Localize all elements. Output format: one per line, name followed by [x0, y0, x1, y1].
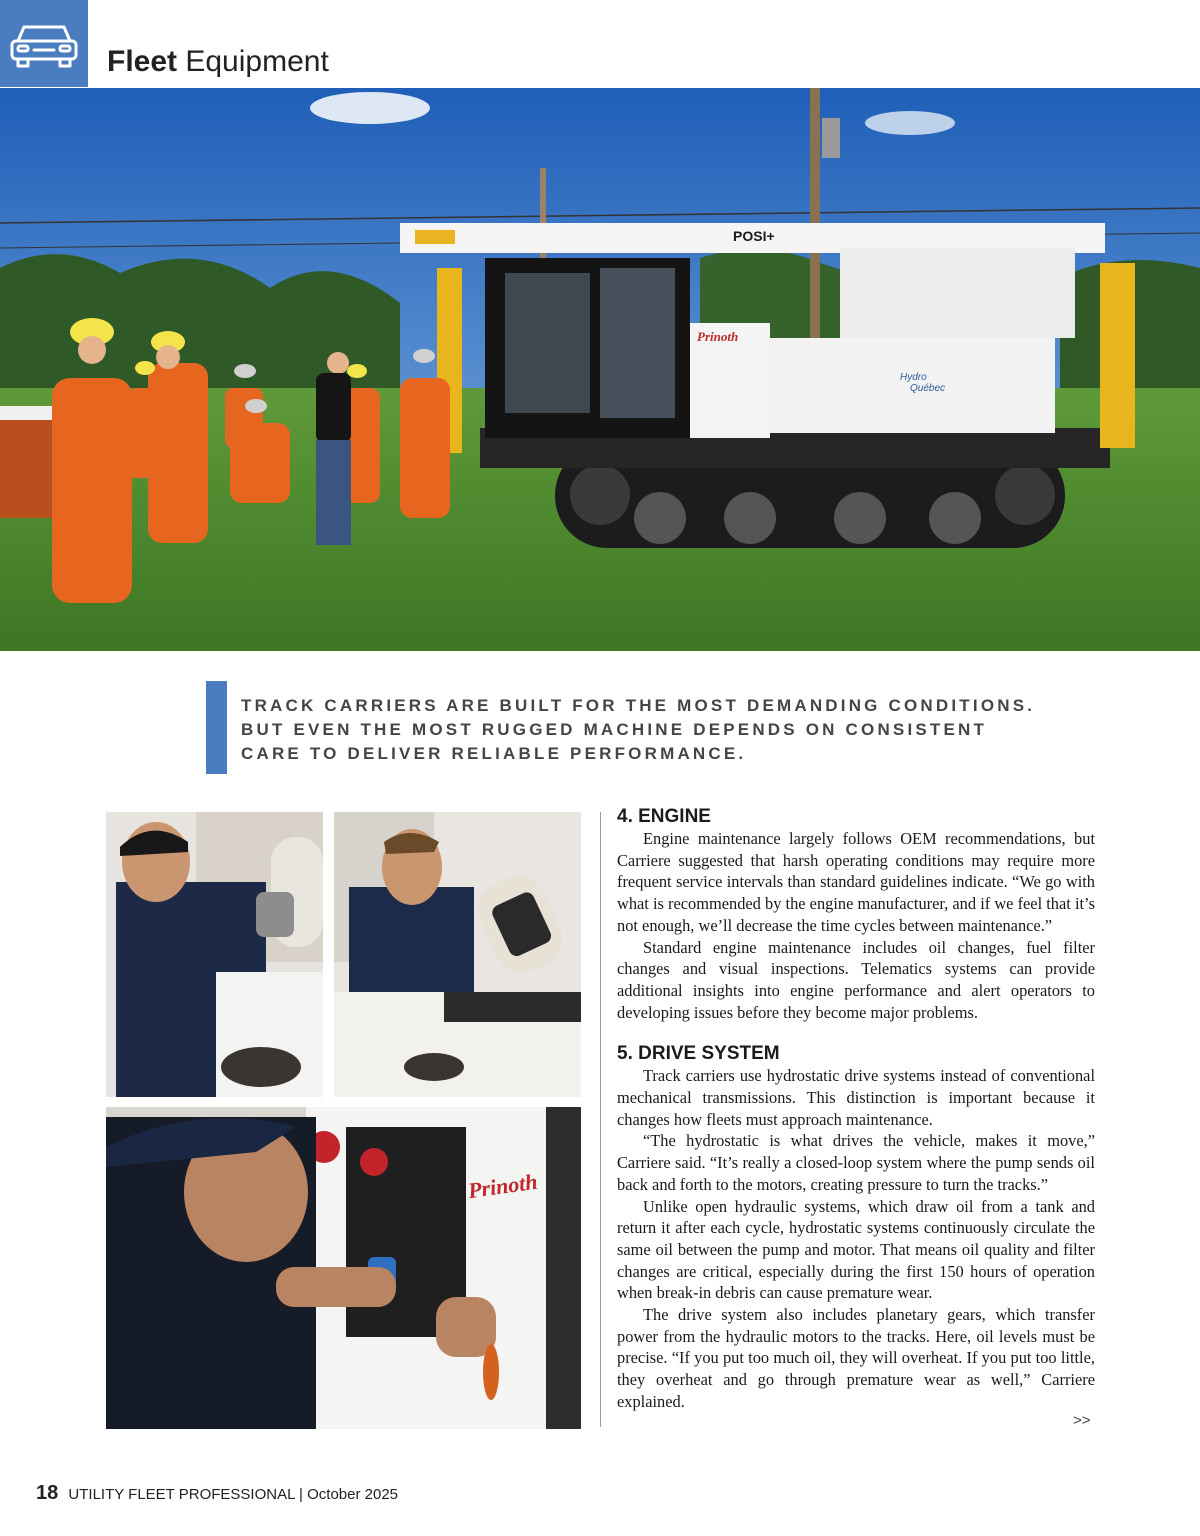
photo-technician-air-filter-1	[106, 812, 323, 1097]
pull-quote	[241, 694, 1036, 766]
paragraph: Engine maintenance largely follows OEM recommendations, but Carriere suggested that harsh operating conditions may require more frequent service intervals than standard guidelines indicate. “We go with what is recommended by the engine manufacturer, and if we feel that it’s not enough, we’ll decrease the time cycles between maintenance.”	[617, 829, 1095, 935]
column-divider	[600, 812, 601, 1427]
paragraph: Standard engine maintenance includes oil changes, fuel filter changes and visual inspections. Telematics systems can provide additional insights into engine performance and alert operators to developing issues before they become major problems.	[617, 937, 1095, 1022]
article-body	[617, 806, 1095, 1413]
paragraph: The drive system also includes planetary gears, which transfer power from the hydraulic motors to the tracks. Here, oil levels must be precise. “If you put too much oil, they will overheat. If you put too little, they overheat and go through premature wear as well,” Carriere explained.	[617, 1305, 1095, 1411]
publication-name: UTILITY FLEET PROFESSIONAL	[68, 1486, 295, 1503]
pull-quote-line: CARE TO DELIVER RELIABLE PERFORMANCE.	[241, 744, 747, 763]
continued-marker: >>	[1073, 1412, 1091, 1429]
svg-text:Québec: Québec	[910, 383, 946, 394]
photo-technician-air-filter-2	[334, 812, 581, 1097]
svg-text:Hydro: Hydro	[900, 372, 927, 383]
pull-quote-line: TRACK CARRIERS ARE BUILT FOR THE MOST DEMANDING CONDITIONS.	[241, 696, 1036, 715]
svg-text:Prinoth: Prinoth	[697, 329, 739, 344]
section-heading-drive-system: 5. DRIVE SYSTEM	[617, 1043, 780, 1065]
paragraph: Track carriers use hydrostatic drive systems instead of conventional mechanical transmissions. This distinction is important because it changes how fleets must approach maintenance.	[617, 1066, 1095, 1129]
svg-text:Prinoth: Prinoth	[466, 1168, 539, 1204]
hero-photo-track-carrier	[0, 88, 1200, 651]
section-title	[107, 44, 329, 80]
paragraph: “The hydrostatic is what drives the vehicle, makes it move,” Carriere said. “It’s really a closed-loop system where the pump sends oil back and forth to the motors, creating pressure to turn the tracks.”	[617, 1131, 1095, 1194]
car-icon	[0, 0, 88, 87]
pull-quote-accent-bar	[206, 681, 227, 774]
issue-date: October 2025	[307, 1486, 399, 1503]
section-title-rest: Equipment	[177, 45, 329, 78]
section-heading-engine: 4. ENGINE	[617, 806, 711, 827]
section-icon-box	[0, 0, 88, 87]
photo-technician-hydraulic-filter	[106, 1107, 581, 1429]
svg-text:POSI+: POSI+	[733, 228, 775, 244]
pull-quote-line: BUT EVEN THE MOST RUGGED MACHINE DEPENDS ON CONSISTENT	[241, 720, 988, 739]
page-footer	[36, 1482, 398, 1505]
section-title-bold: Fleet	[107, 45, 178, 78]
paragraph: Unlike open hydraulic systems, which draw oil from a tank and return it after each cycle, hydrostatic systems continuously circulate the same oil between the pump and motor. That means oil quality and filter changes are critical, especially during the first 150 hours of operation when break-in debris can cause premature wear.	[617, 1196, 1095, 1303]
footer-separator: |	[299, 1486, 303, 1503]
page-number: 18	[36, 1482, 59, 1504]
